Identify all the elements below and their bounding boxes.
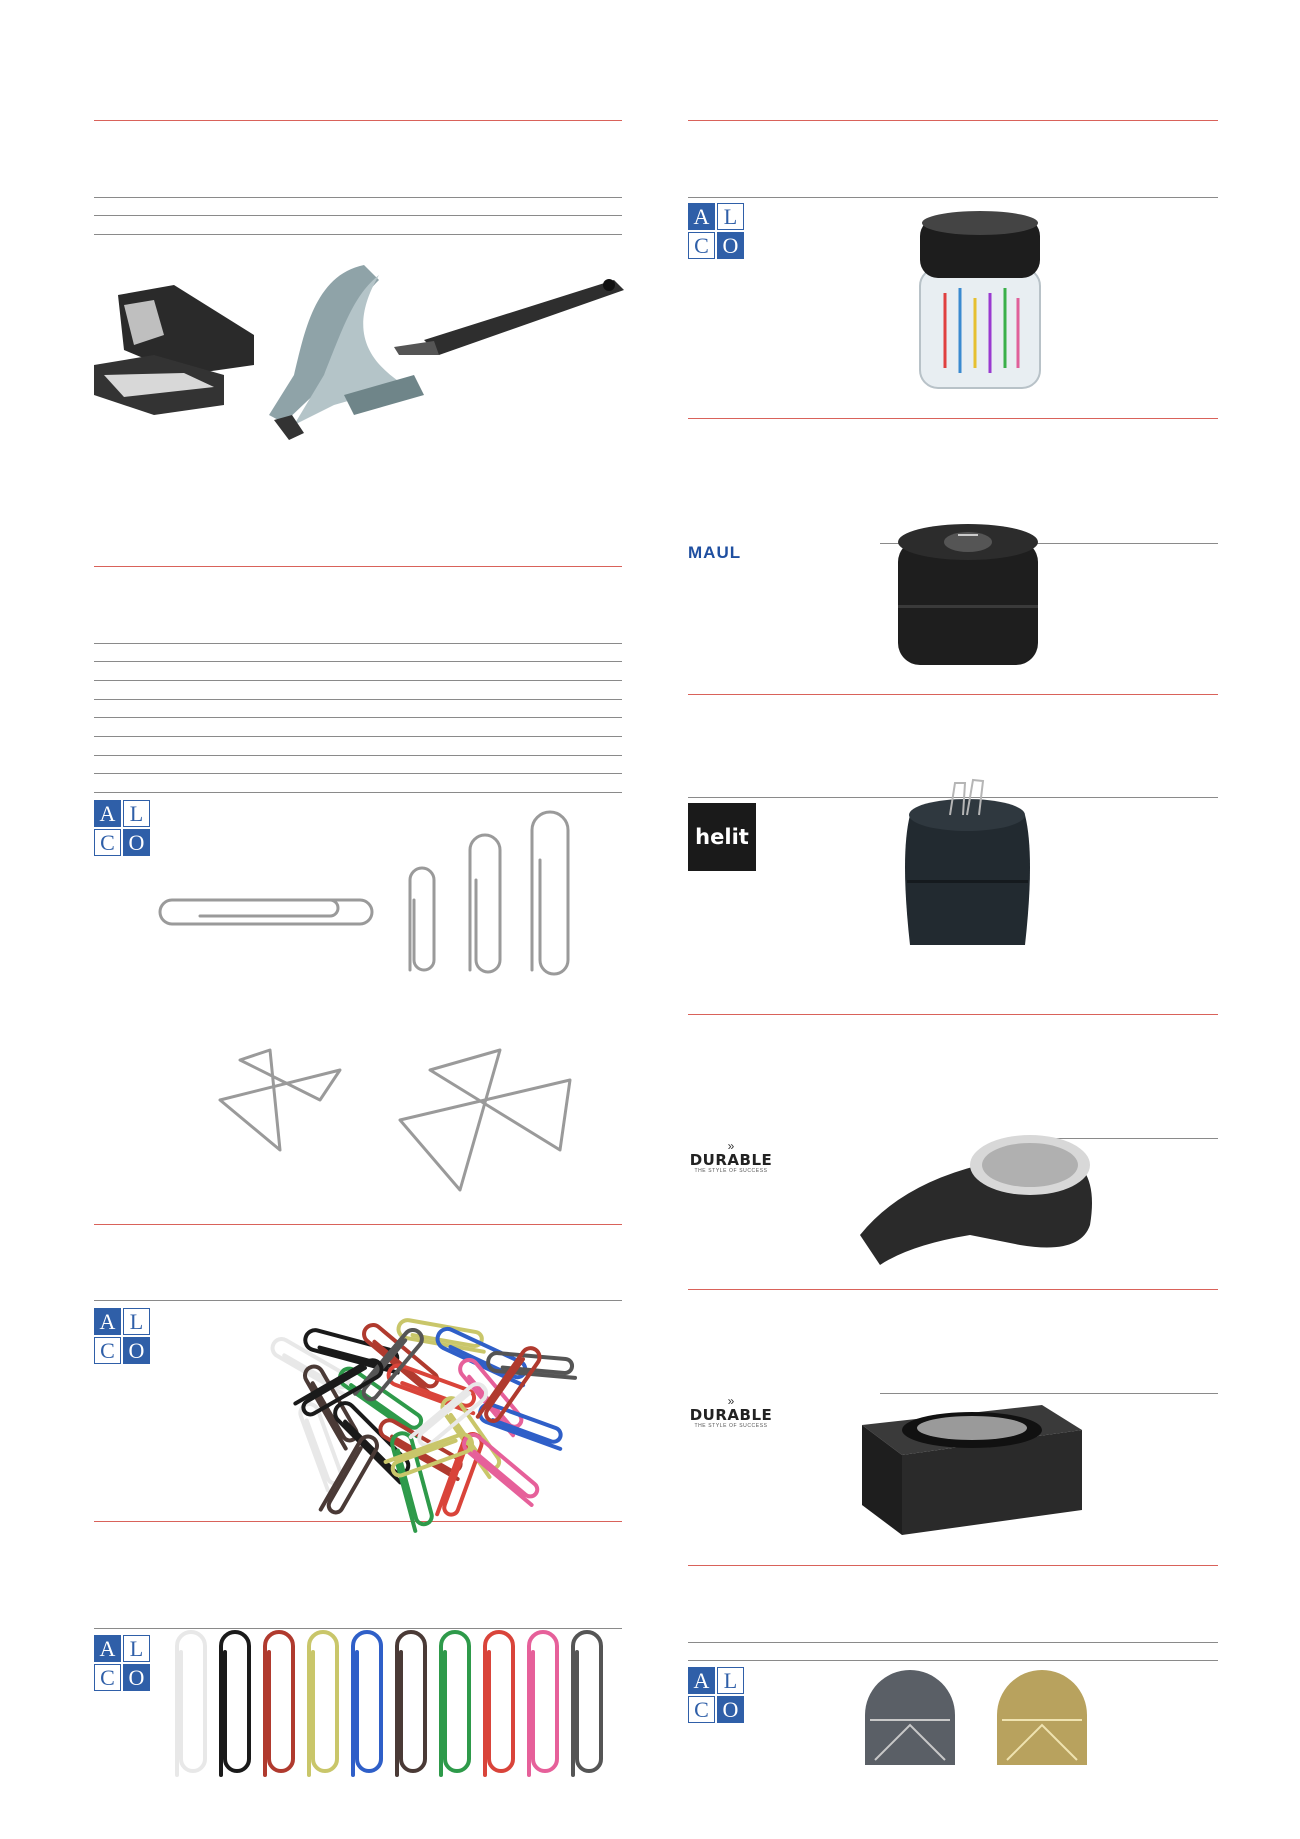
paperclip-icon <box>573 1632 601 1775</box>
claw-remover-icon <box>94 285 254 415</box>
paperclip-icon <box>485 1632 513 1775</box>
row-divider <box>688 1642 1218 1643</box>
row-divider <box>688 197 1218 198</box>
pen-remover-icon <box>394 279 624 355</box>
row-divider <box>94 755 622 756</box>
row-divider <box>94 197 622 198</box>
row-divider <box>688 1660 1218 1661</box>
helit-logo: helit <box>688 803 756 871</box>
section-divider <box>94 120 622 121</box>
section-divider <box>688 1565 1218 1566</box>
paperclip-icon <box>470 835 500 972</box>
paperclip-icon <box>353 1632 381 1775</box>
corner-clip-icon <box>865 1670 955 1765</box>
durable-mark-icon: » <box>727 1394 735 1408</box>
row-divider <box>94 234 622 235</box>
corner-clip-icon <box>997 1670 1087 1765</box>
paperclip-icon <box>265 1632 293 1775</box>
section-divider <box>94 566 622 567</box>
clip-box-image <box>862 1385 1082 1535</box>
row-divider <box>94 736 622 737</box>
staple-remover-image <box>94 255 624 455</box>
durable-logo: » DURABLE THE STYLE OF SUCCESS <box>686 1140 776 1175</box>
paperclip-row-image <box>170 1625 620 1785</box>
paperclip-image <box>160 810 600 970</box>
section-divider <box>688 1014 1218 1015</box>
paperclip-icon <box>177 1632 205 1775</box>
paperclip-icon <box>160 900 372 924</box>
alco-logo: A L C O <box>688 203 744 259</box>
magnetic-clip-holder-image <box>893 520 1043 670</box>
magnetic-clip-holder-image <box>895 775 1040 955</box>
paperclip-heap-image <box>280 1280 590 1520</box>
paperclip-icon <box>221 1632 249 1775</box>
butterfly-clip-image <box>210 1040 590 1190</box>
section-divider <box>688 694 1218 695</box>
paperclip-icon <box>397 1632 425 1775</box>
alco-logo: A L C O <box>94 1635 150 1691</box>
row-divider <box>94 680 622 681</box>
maul-logo: MAUL <box>688 543 742 562</box>
row-divider <box>94 699 622 700</box>
row-divider <box>94 661 622 662</box>
butterfly-clip-icon <box>400 1050 570 1190</box>
section-divider <box>94 1224 622 1225</box>
row-divider <box>94 215 622 216</box>
clip-dispenser-image <box>910 208 1050 398</box>
section-divider <box>688 120 1218 121</box>
durable-logo: » DURABLE THE STYLE OF SUCCESS <box>686 1395 776 1430</box>
paperclip-icon <box>410 868 434 970</box>
paperclip-icon <box>529 1632 557 1775</box>
row-divider <box>94 643 622 644</box>
paperclip-icon <box>309 1632 337 1775</box>
section-divider <box>688 1289 1218 1290</box>
alco-logo: A L C O <box>688 1667 744 1723</box>
paperclip-icon <box>532 812 568 974</box>
corner-clip-image <box>865 1675 1125 1775</box>
row-divider <box>94 792 622 793</box>
durable-mark-icon: » <box>727 1139 735 1153</box>
alco-logo: A L C O <box>94 800 150 856</box>
section-divider <box>688 418 1218 419</box>
section-divider <box>94 1521 622 1522</box>
paperclip-icon <box>441 1632 469 1775</box>
butterfly-clip-icon <box>220 1050 340 1150</box>
clip-holder-image <box>860 1125 1100 1275</box>
alco-logo: A L C O <box>94 1308 150 1364</box>
row-divider <box>94 717 622 718</box>
row-divider <box>94 773 622 774</box>
